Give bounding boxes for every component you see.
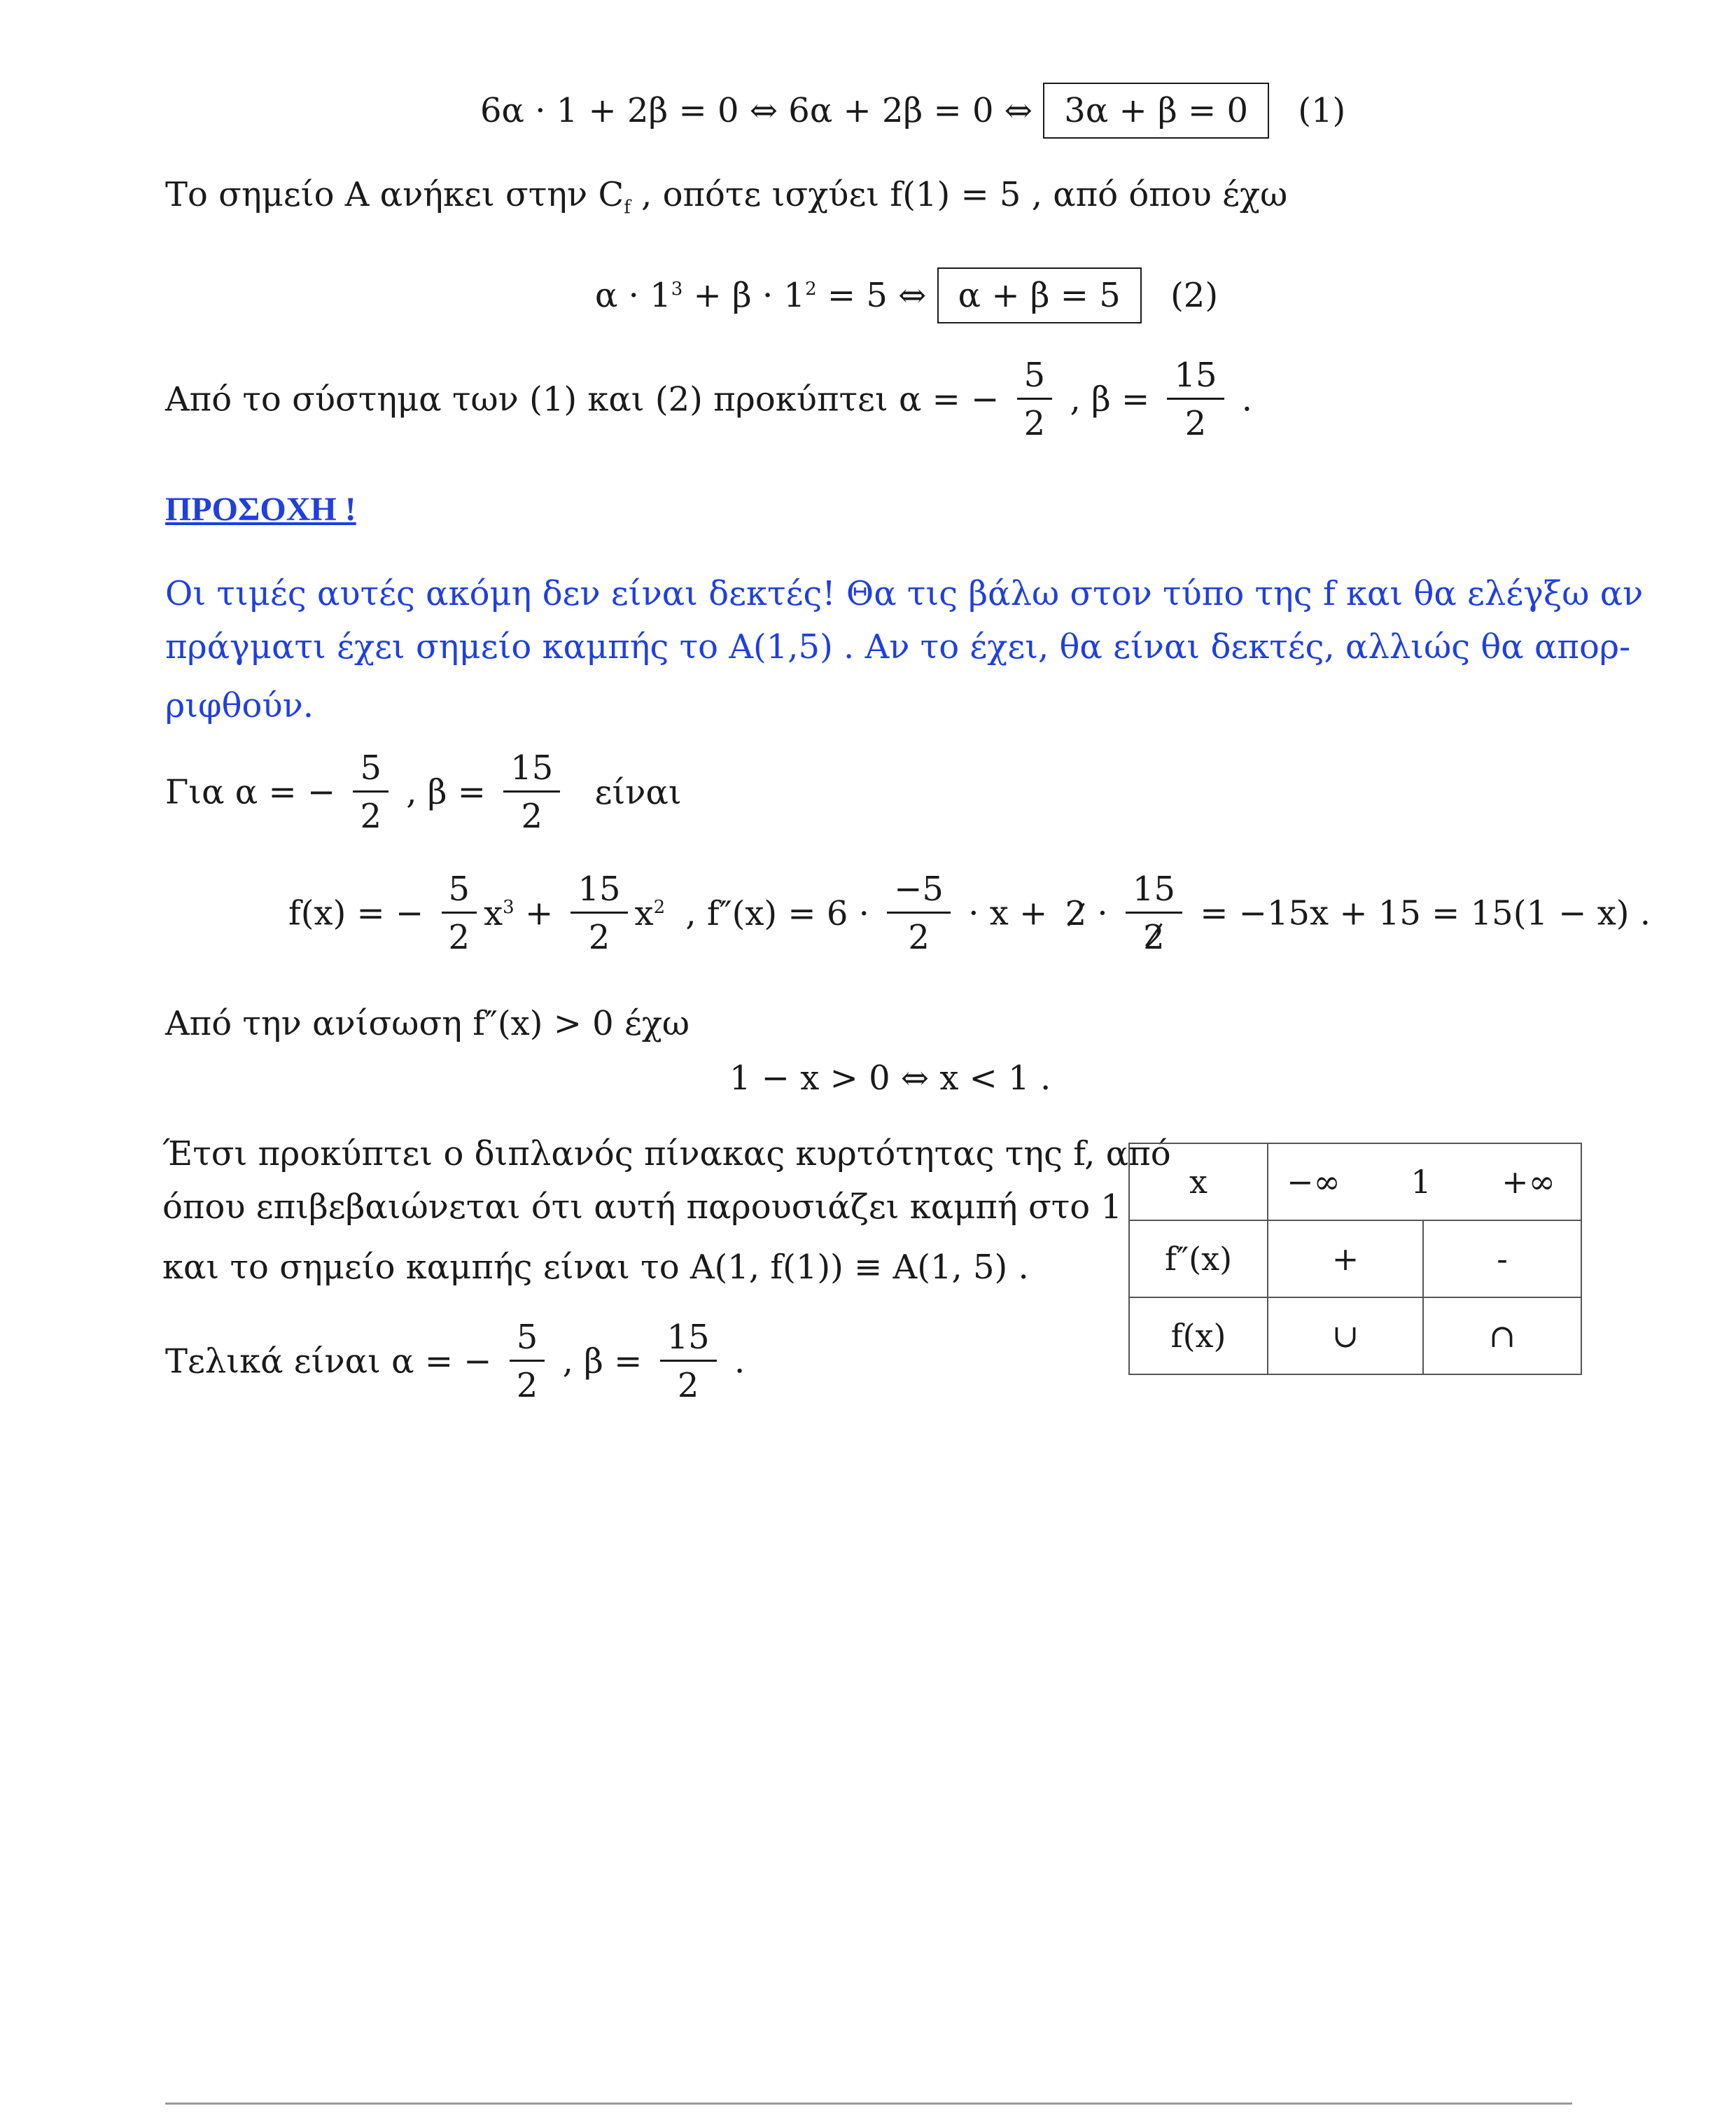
conclusion-line-2: όπου επιβεβαιώνεται ότι αυτή παρουσιάζει καμπή στο 1 [162,1187,1122,1227]
fraction-b: $\frac{15}{2}$ [570,872,627,954]
conclusion-paragraph [162,1127,1171,1294]
concave-icon: ∩ [1423,1297,1581,1374]
attention-heading: ΠΡΟΣΟΧΗ ! [165,491,356,528]
final-end: . [734,1341,746,1381]
equation-2-tag: (2) [1170,276,1219,315]
fraction-15-2: $\frac{15}{2}$ [1167,358,1224,440]
var-x: x [634,893,654,933]
attention-paragraph [165,567,1643,732]
footer-divider [165,2102,1572,2105]
function-derivative-line [288,870,1651,957]
inequality-equation: 1 − x > 0 ⇔ x < 1 . [729,1059,1051,1098]
equation-1-tag: (1) [1298,91,1346,130]
subscript-f: f [624,197,631,218]
fpp-mid: · x + [968,893,1048,933]
exponent-2: 2 [805,279,817,300]
system-pre: Από το σύστημα των (1) και (2) προκύπτει α = − [165,379,1000,419]
var-x: x [484,893,503,933]
pos-infinity: +∞ [1502,1163,1555,1201]
fpp-lhs: , f″(x) = 6 · [685,893,869,933]
fx-lhs: f(x) = − [288,893,424,933]
sentence-point-a-pre: Το σημείο Α ανήκει στην C [165,175,624,214]
table-row [1129,1297,1581,1374]
equation-2 [595,267,1218,323]
for-pre: Για α = − [165,772,336,812]
final-mid: , β = [562,1341,643,1381]
fraction-c: $\frac{-5}{2}$ [887,872,951,954]
attention-line-2: πράγματι έχει σημείο καμπής το Α(1,5) . Αν το έχει, θα είναι δεκτές, αλλιώς θα απορ- [165,627,1631,667]
row-label-fpp: f″(x) [1129,1220,1268,1297]
cancelled-2: 2 [1065,893,1087,933]
sentence-point-a [165,175,1288,218]
row-label-x: x [1129,1143,1268,1220]
fpp-tail: = −15x + 15 = 15(1 − x) . [1200,893,1651,933]
attention-line-3: ριφθούν. [165,686,314,725]
conclusion-line-1: Έτσι προκύπτει ο διπλανός πίνακας κυρτότητας της f, από [162,1134,1171,1173]
table-row [1129,1143,1581,1220]
sentence-point-a-post: , οπότε ισχύει f(1) = 5 , από όπου έχω [630,175,1288,214]
fraction-15-2: $\frac{15}{2}$ [660,1320,717,1402]
neg-infinity: −∞ [1287,1163,1340,1201]
for-mid: , β = [406,772,486,812]
inequality-intro: Από την ανίσωση f″(x) > 0 έχω [165,1004,690,1043]
attention-line-1: Οι τιμές αυτές ακόμη δεν είναι δεκτές! Θα τις βάλω στον τύπο της f και θα ελέγξω αν [165,574,1644,613]
sign-left: + [1268,1220,1423,1297]
fraction-5-2: $\frac{5}{2}$ [353,751,388,833]
equation-1 [480,83,1345,139]
fraction-d: $\frac{15}{2}$ [1126,872,1182,954]
concavity-table [1128,1143,1582,1375]
row-label-fx: f(x) [1129,1297,1268,1374]
fraction-5-2: $\frac{5}{2}$ [1017,358,1053,440]
conclusion-line-3: και το σημείο καμπής είναι το Α(1, f(1)) ≡ Α(1, 5) . [162,1248,1029,1287]
equation-1-boxed: 3α + β = 0 [1043,83,1269,139]
equation-2-c: = 5 ⇔ [816,276,927,315]
equation-2-b: + β · 1 [682,276,806,315]
critical-point-1: 1 [1410,1163,1432,1201]
exponent-3: 3 [671,279,683,300]
exponent-3: 3 [503,896,514,918]
exponent-2: 2 [653,896,666,918]
sign-right: - [1423,1220,1581,1297]
system-mid: , β = [1070,379,1150,419]
fraction-5-2: $\frac{5}{2}$ [510,1320,545,1402]
table-row [1129,1220,1581,1297]
x-interval-cell [1268,1143,1581,1220]
equation-1-main: 6α · 1 + 2β = 0 ⇔ 6α + 2β = 0 ⇔ [480,91,1033,130]
for-post: είναι [594,772,682,812]
for-values-line [165,748,682,836]
equation-2-boxed: α + β = 5 [937,267,1142,323]
final-result [165,1318,746,1405]
convex-icon: ∪ [1268,1297,1423,1374]
system-result [165,356,1253,443]
system-end: . [1241,379,1253,419]
plus-sign: + [524,893,554,933]
dot-operator: · [1097,893,1108,933]
fraction-15-2: $\frac{15}{2}$ [503,751,560,833]
final-pre: Τελικά είναι α = − [165,1341,492,1381]
equation-2-a: α · 1 [595,276,671,315]
fraction-a: $\frac{5}{2}$ [442,872,477,954]
